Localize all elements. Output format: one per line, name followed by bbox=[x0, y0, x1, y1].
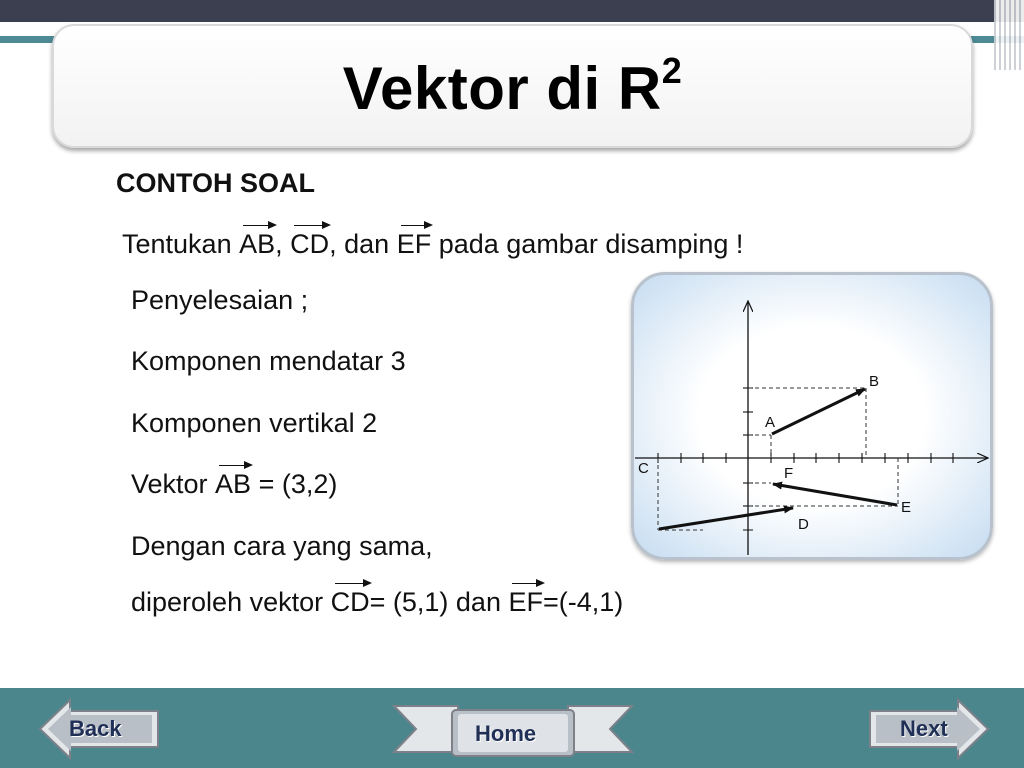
question-separator-1: , bbox=[275, 229, 291, 259]
final-result-line bbox=[131, 587, 623, 618]
section-heading: CONTOH SOAL bbox=[116, 168, 316, 198]
vector-ab-label: AB bbox=[215, 469, 252, 499]
vector-ab bbox=[239, 229, 275, 260]
vector-cd-arrow bbox=[659, 508, 793, 529]
vector-cd-label: CD bbox=[290, 229, 330, 259]
accent-line-left bbox=[0, 36, 58, 43]
vector-arrow-icon bbox=[243, 221, 277, 229]
title-box bbox=[52, 24, 973, 148]
vector-ef-label: EF bbox=[396, 229, 432, 259]
vector-ab-arrow bbox=[772, 389, 865, 434]
vector-cd bbox=[331, 587, 370, 618]
vector-ef-arrow bbox=[773, 484, 897, 505]
vertical-component: Komponen vertikal 2 bbox=[131, 408, 378, 438]
slide-title bbox=[343, 50, 682, 123]
horizontal-component: Komponen mendatar 3 bbox=[131, 346, 406, 376]
vector-arrow-icon bbox=[401, 221, 434, 229]
top-bar bbox=[0, 0, 1024, 22]
solution-heading: Penyelesaian ; bbox=[131, 285, 309, 315]
vector-cd-label: CD bbox=[330, 587, 370, 617]
next-button[interactable] bbox=[866, 697, 990, 761]
slide-title-superscript: 2 bbox=[661, 49, 683, 91]
decorative-stripes bbox=[994, 0, 1024, 70]
vector-arrow-icon bbox=[512, 579, 545, 587]
back-button[interactable] bbox=[38, 697, 162, 761]
question-suffix: pada gambar disamping ! bbox=[431, 229, 744, 259]
point-label-b: B bbox=[869, 373, 880, 390]
home-label: Home bbox=[475, 721, 537, 746]
home-button[interactable] bbox=[392, 700, 634, 762]
slide-title-text: Vektor di R bbox=[342, 54, 662, 122]
same-method-line: Dengan cara yang sama, bbox=[131, 531, 433, 561]
point-label-f: F bbox=[784, 465, 794, 482]
vector-ab-result bbox=[131, 469, 337, 500]
vector-arrow-icon bbox=[294, 221, 331, 229]
vector-diagram bbox=[634, 275, 993, 560]
vector-result-prefix: Vektor bbox=[131, 469, 216, 499]
vector-cd bbox=[290, 229, 329, 260]
next-label: Next bbox=[900, 716, 948, 741]
vector-ab bbox=[215, 469, 251, 500]
result-middle: = (5,1) dan bbox=[369, 587, 509, 617]
result-prefix: diperoleh vektor bbox=[131, 587, 331, 617]
vector-result-suffix: = (3,2) bbox=[251, 469, 338, 499]
point-label-a: A bbox=[765, 414, 776, 431]
vector-ab-label: AB bbox=[239, 229, 276, 259]
vector-arrow-icon bbox=[219, 461, 253, 469]
vector-ef bbox=[397, 229, 432, 260]
point-label-d: D bbox=[798, 516, 809, 533]
vector-figure-panel bbox=[631, 272, 993, 560]
point-label-c: C bbox=[638, 460, 649, 477]
result-suffix: =(-4,1) bbox=[542, 587, 624, 617]
question-line bbox=[122, 229, 743, 260]
point-label-e: E bbox=[901, 499, 912, 516]
vector-arrow-icon bbox=[335, 579, 372, 587]
question-prefix: Tentukan bbox=[122, 229, 240, 259]
vector-ef-label: EF bbox=[508, 587, 543, 617]
vector-ef bbox=[508, 587, 543, 618]
question-separator-2: , dan bbox=[329, 229, 397, 259]
back-label: Back bbox=[69, 716, 122, 741]
